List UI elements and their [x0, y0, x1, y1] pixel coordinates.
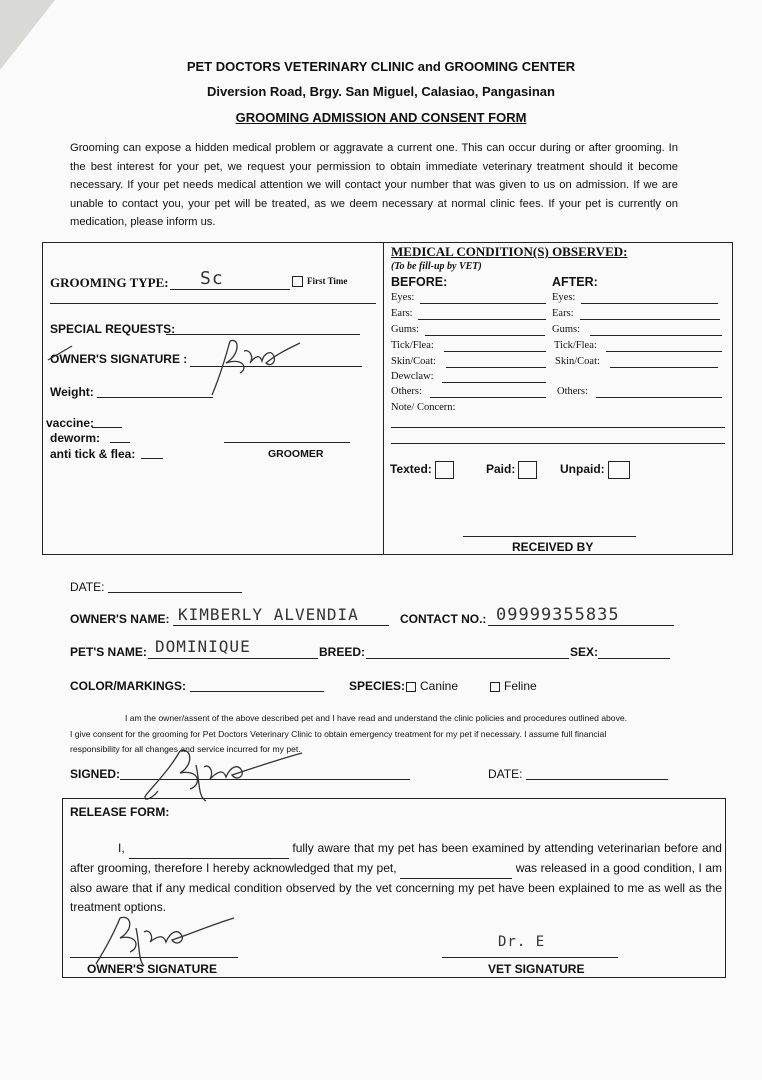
medical-title: MEDICAL CONDITION(S) OBSERVED: [391, 244, 628, 259]
texted-label: Texted: [390, 462, 432, 477]
before-gums-line[interactable] [425, 335, 545, 336]
unpaid-checkbox[interactable] [560, 461, 630, 479]
paid-checkbox[interactable] [486, 461, 537, 479]
special-requests-label: SPECIAL REQUESTS: [50, 322, 176, 336]
after-tickflea: Tick/Flea: [554, 340, 597, 351]
after-tickflea-line[interactable] [606, 351, 722, 352]
before-ears-line[interactable] [418, 319, 546, 320]
sex-line[interactable] [598, 658, 670, 659]
date-label: DATE: [70, 580, 105, 594]
grooming-type-value[interactable]: Sc [200, 268, 224, 289]
after-others-line[interactable] [596, 397, 722, 398]
before-ears: Ears: [391, 308, 413, 319]
release-part-1: fully aware that my pet has been examined by attending veterinarian before and after grooming, therefore I hereby acknowledged that my pet, [70, 841, 722, 875]
release-paragraph [70, 839, 722, 917]
pet-name-line[interactable] [148, 658, 318, 659]
clinic-name: PET DOCTORS VETERINARY CLINIC and GROOMING CENTER [186, 59, 576, 74]
first-time-label: First Time [307, 276, 348, 286]
canine-label: Canine [420, 679, 459, 693]
note-line-1[interactable] [391, 427, 725, 428]
release-part-2: was released in a good condition, I am also aware that if any medical condition observed by the vet concerning my pet have been explained to me as well as the treatment options. [70, 861, 722, 914]
intro-paragraph: Grooming can expose a hidden medical problem or aggravate a current one. This can occur during or after grooming. In the best interest for your pet, we request your permission to obtain immediate veterinary treatment should it become necessary. If your pet needs medical attention we will contact your number that was given to us on admission. If we are unable to contact you, your pet will be treated, as we deem necessary at normal clinic fees. If your pet is currently on medication, please inform us. [70, 142, 678, 229]
signed-label: SIGNED: [70, 767, 121, 781]
vaccine-line[interactable] [92, 427, 122, 428]
release-i: I, [118, 841, 125, 855]
grooming-type-label: GROOMING TYPE: [50, 275, 169, 290]
before-skincoat: Skin/Coat: [391, 356, 436, 367]
after-eyes: Eyes: [552, 292, 576, 303]
signed-date-line[interactable] [526, 779, 668, 780]
color-markings-line[interactable] [190, 691, 324, 692]
before-tickflea-line[interactable] [444, 351, 546, 352]
vet-signature-label: VET SIGNATURE [488, 962, 585, 976]
groomer-label: GROOMER [268, 448, 324, 460]
after-skincoat-line[interactable] [610, 367, 718, 368]
before-eyes: Eyes: [391, 292, 415, 303]
after-gums-line[interactable] [590, 335, 722, 336]
grooming-extra-line [50, 303, 376, 304]
weight-line[interactable] [97, 397, 213, 398]
owner-name-line[interactable] [173, 625, 389, 626]
consent-line-3: responsibility for all changes and service incurred for my pet. [70, 744, 301, 754]
consent-line-2: I give consent for the grooming for Pet Doctors Veterinary Clinic to obtain emergency treatment for my pet if necessary. I assume full financial [70, 728, 607, 739]
feline-label: Feline [504, 679, 537, 693]
antitick-line[interactable] [141, 458, 163, 459]
contact-value[interactable]: 09999355835 [496, 605, 620, 625]
medical-subtitle: (To be fill-up by VET) [391, 261, 482, 272]
groomer-line[interactable] [224, 442, 350, 443]
before-eyes-line[interactable] [420, 303, 546, 304]
deworm-label: deworm: [50, 431, 101, 445]
deworm-line[interactable] [110, 442, 130, 443]
clinic-address: Diversion Road, Brgy. San Miguel, Calasiao, Pangasinan [207, 84, 555, 99]
release-owner-blank[interactable] [129, 839, 289, 859]
after-gums: Gums: [552, 324, 581, 335]
antitick-label: anti tick & flea: [50, 447, 136, 461]
feline-option[interactable] [490, 679, 537, 693]
note-line-2[interactable] [391, 443, 725, 444]
before-others-line[interactable] [430, 397, 546, 398]
pet-name-label: PET'S NAME: [70, 645, 147, 659]
owner-name-value[interactable]: KIMBERLY ALVENDIA [178, 605, 359, 624]
before-label: BEFORE: [391, 275, 448, 289]
after-label: AFTER: [552, 275, 598, 289]
unpaid-label: Unpaid: [560, 462, 605, 477]
weight-label: Weight: [50, 385, 94, 399]
contact-label: CONTACT NO.: [400, 612, 487, 626]
breed-line[interactable] [366, 658, 569, 659]
after-eyes-line[interactable] [581, 303, 718, 304]
consent-signature-mark [140, 745, 310, 805]
grooming-type-line [170, 289, 290, 290]
column-divider [383, 243, 384, 554]
date-line[interactable] [108, 592, 242, 593]
owner-name-label: OWNER'S NAME: [70, 612, 170, 626]
pet-name-value[interactable]: DOMINIQUE [155, 637, 251, 656]
note-label: Note/ Concern: [391, 402, 456, 413]
received-by-label: RECEIVED BY [512, 540, 594, 554]
before-dewclaw: Dewclaw: [391, 371, 434, 382]
before-skincoat-line[interactable] [446, 367, 546, 368]
before-dewclaw-line[interactable] [442, 382, 546, 383]
release-title: RELEASE FORM: [70, 805, 170, 819]
owner-signature-mark [200, 333, 310, 403]
consent-line-1: I am the owner/assent of the above described pet and I have read and understand the clinic policies and procedures outlined above. [124, 713, 628, 723]
owner-signature-label: OWNER'S SIGNATURE : [50, 352, 188, 366]
texted-checkbox[interactable] [390, 461, 454, 479]
vaccine-label: vaccine: [46, 416, 95, 430]
owner-signature-check [46, 342, 76, 366]
before-others: Others: [391, 386, 422, 397]
after-ears-line[interactable] [580, 319, 720, 320]
canine-option[interactable] [406, 679, 458, 693]
first-time-checkbox[interactable] [292, 276, 347, 287]
paid-label: Paid: [486, 462, 516, 477]
received-by-line[interactable] [463, 536, 636, 537]
before-gums: Gums: [391, 324, 420, 335]
color-markings-label: COLOR/MARKINGS: [70, 679, 186, 693]
signed-date-label: DATE: [488, 767, 523, 781]
after-others: Others: [557, 386, 588, 397]
vet-initials: Dr. E [498, 934, 546, 950]
form-title: GROOMING ADMISSION AND CONSENT FORM [235, 110, 527, 125]
release-owner-signature-label: OWNER'S SIGNATURE [87, 962, 217, 976]
after-ears: Ears: [552, 308, 574, 319]
contact-line[interactable] [488, 625, 674, 626]
after-skincoat: Skin/Coat: [555, 356, 600, 367]
vet-signature-line[interactable] [442, 957, 618, 958]
sex-label: SEX: [570, 645, 599, 659]
species-label: SPECIES: [349, 679, 406, 693]
release-pet-blank[interactable] [400, 859, 512, 879]
breed-label: BREED: [319, 645, 366, 659]
before-tickflea: Tick/Flea: [391, 340, 434, 351]
